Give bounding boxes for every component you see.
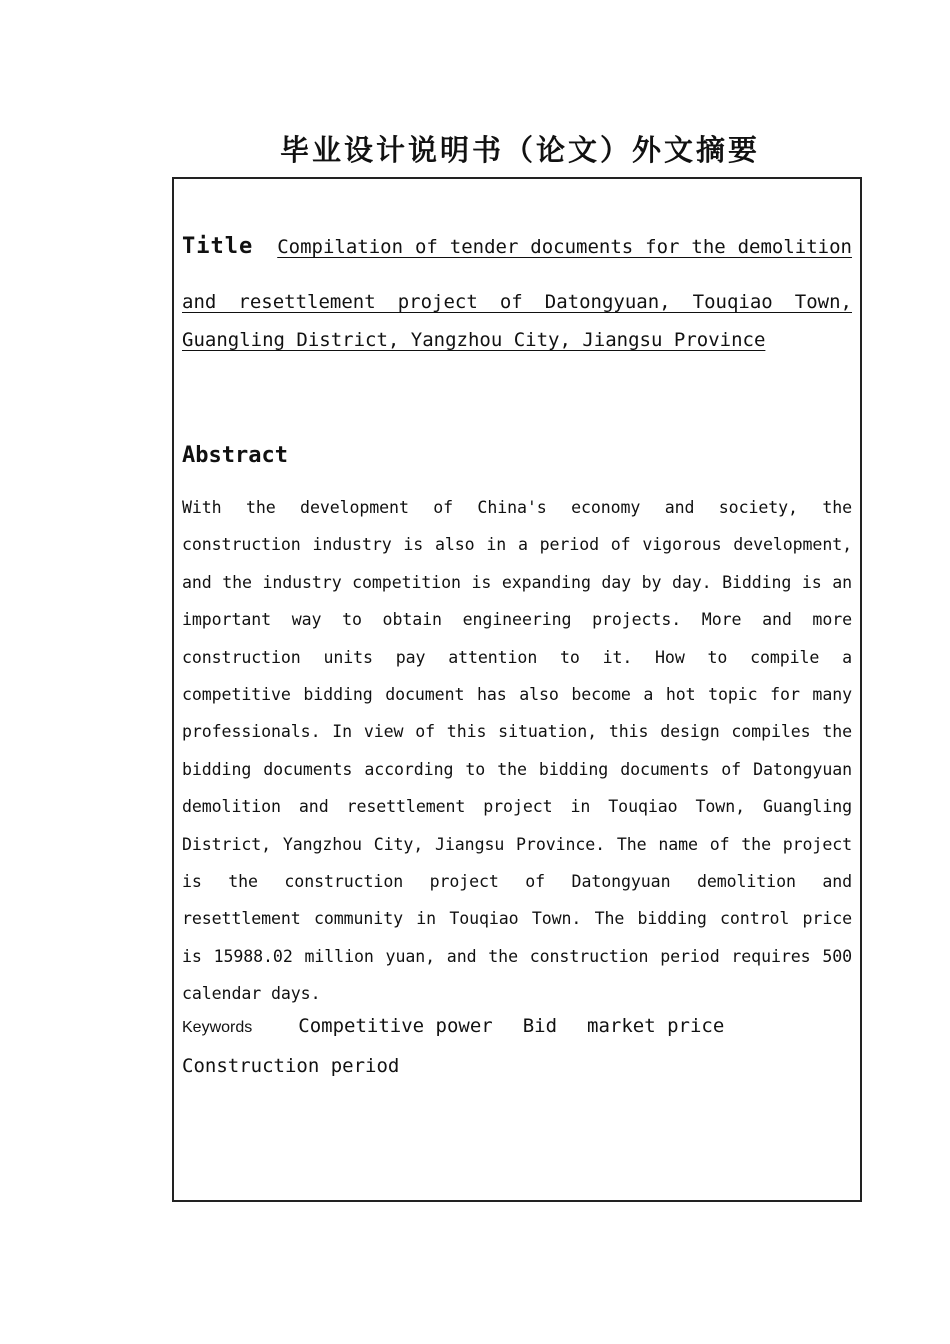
abstract-frame — [172, 177, 862, 1202]
page-title: 毕业设计说明书（论文）外文摘要 — [279, 133, 760, 167]
title-line-3 — [182, 321, 852, 359]
keyword-item: Competitive power — [298, 1015, 493, 1037]
abstract-body: With the development of China's economy and society, the construction industry is also in a period of vigorous development, and the industry competition is expanding day by day. Bidding is an important way to obtain engineering projects. More and more construction units pay attention to it. How to compile a competitive bidding document has also become a hot topic for many professionals. In view of this situation, this design compiles the bidding documents according to the bidding documents of Datongyuan demolition and resettlement project in Touqiao Town, Guangling District, Yangzhou City, Jiangsu Province. The name of the project is the construction project of Datongyuan demolition and resettlement community in Touqiao Town. The bidding control price is 15988.02 million yuan, and the construction period requires 500 calendar days. — [182, 498, 852, 1004]
title-text-line-2: and resettlement project of Datongyuan, Touqiao Town, — [182, 291, 852, 313]
title-line-1 — [182, 231, 852, 275]
abstract-heading: Abstract — [182, 443, 288, 468]
title-line-2 — [182, 283, 852, 321]
title-text-line-3: Guangling District, Yangzhou City, Jiangsu Province — [182, 329, 766, 351]
keyword-item: Construction period — [182, 1055, 400, 1077]
keyword-item: market price — [587, 1015, 725, 1037]
title-block — [182, 231, 852, 359]
keywords-label: Keywords — [182, 1019, 253, 1036]
keyword-item: Bid — [522, 1015, 558, 1037]
keywords-block — [182, 1007, 852, 1085]
title-label: Title — [182, 234, 254, 259]
title-text-line-1: Compilation of tender documents for the demolition — [277, 236, 852, 258]
